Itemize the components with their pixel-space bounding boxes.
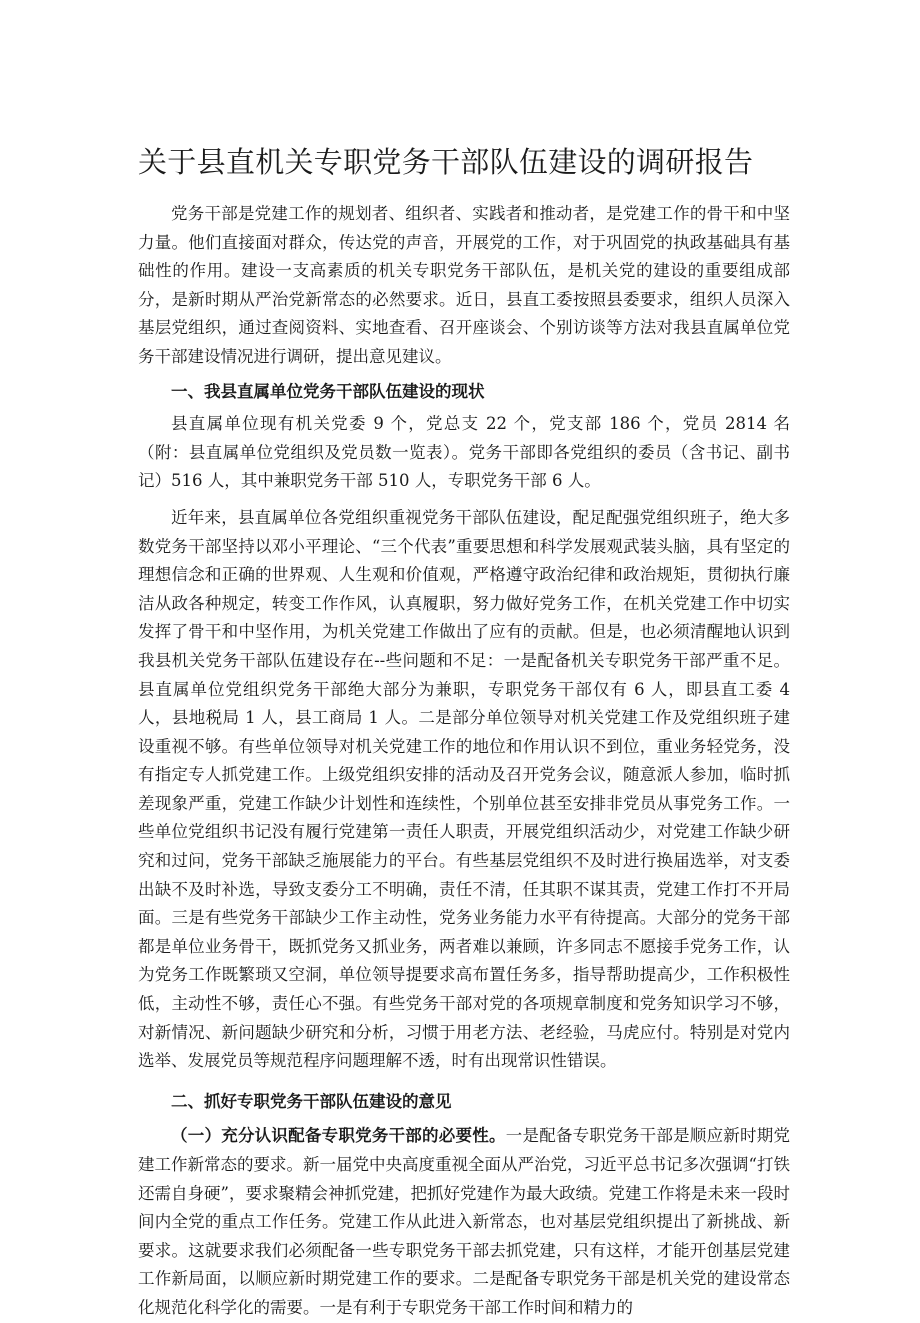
- section-2-heading: 二、抓好专职党务干部队伍建设的意见: [171, 1091, 452, 1111]
- section-1-paragraph-1: 县直属单位现有机关党委 9 个，党总支 22 个，党支部 186 个，党员 2814 名（附：县直属单位党组织及党员数一览表）。党务干部即各党组织的委员（含书记、副书记）516 人，其中兼职党务干部 510 人，专职党务干部 6 人。: [138, 414, 790, 491]
- document-title: 关于县直机关专职党务干部队伍建设的调研报告: [138, 145, 754, 179]
- document-page: [138, 140, 790, 1323]
- section-1-heading: 一、我县直属单位党务干部队伍建设的现状: [171, 381, 485, 401]
- intro-paragraph: 党务干部是党建工作的规划者、组织者、实践者和推动者，是党建工作的骨干和中坚力量。他们直接面对群众，传达党的声音，开展党的工作，对于巩固党的执政基础具有基础性的作用。建设一支高素质的机关专职党务干部队伍，是机关党的建设的重要组成部分，是新时期从严治党新常态的必然要求。近日，县直工委按照县委要求，组织人员深入基层党组织，通过查阅资料、实地查看、召开座谈会、个别访谈等方法对我县直属单位党务干部建设情况进行调研，提出意见建议。: [138, 204, 790, 366]
- section-2-subsection-1: [138, 1122, 790, 1322]
- subsection-1-lead: （一）充分认识配备专职党务干部的必要性。: [171, 1126, 506, 1146]
- subsection-1-text: 一是配备专职党务干部是顺应新时期党建工作新常态的要求。新一届党中央高度重视全面从严治党，习近平总书记多次强调“打铁还需自身硬”，要求聚精会神抓党建，把抓好党建作为最大政绩。党建工作将是未来一段时间内全党的重点工作任务。党建工作从此进入新常态，也对基层党组织提出了新挑战、新要求。这就要求我们必须配备一些专职党务干部去抓党建，只有这样，才能开创基层党建工作新局面，以顺应新时期党建工作的要求。二是配备专职党务干部是机关党的建设常态化规范化科学化的需要。一是有利于专职党务干部工作时间和精力的: [138, 1126, 791, 1317]
- section-1-paragraph-2: 近年来，县直属单位各党组织重视党务干部队伍建设，配足配强党组织班子，绝大多数党务干部坚持以邓小平理论、“三个代表”重要思想和科学发展观武装头脑，具有坚定的理想信念和正确的世界观、人生观和价值观，严格遵守政治纪律和政治规矩，贯彻执行廉洁从政各种规定，转变工作作风，认真履职，努力做好党务工作，在机关党建工作中切实发挥了骨干和中坚作用，为机关党建工作做出了应有的贡献。但是，也必须清醒地认识到我县机关党务干部队伍建设存在--些问题和不足：一是配备机关专职党务干部严重不足。县直属单位党组织党务干部绝大部分为兼职，专职党务干部仅有 6 人，即县直工委 4 人，县地税局 1 人，县工商局 1 人。二是部分单位领导对机关党建工作及党组织班子建设重视不够。有些单位领导对机关党建工作的地位和作用认识不到位，重业务轻党务，没有指定专人抓党建工作。上级党组织安排的活动及召开党务会议，随意派人参加，临时抓差现象严重，党建工作缺少计划性和连续性，个别单位甚至安排非党员从事党务工作。一些单位党组织书记没有履行党建第一责任人职责，开展党组织活动少，对党建工作缺少研究和过问，党务干部缺乏施展能力的平台。有些基层党组织不及时进行换届选举，对支委出缺不及时补选，导致支委分工不明确，责任不清，任其职不谋其责，党建工作打不开局面。三是有些党务干部缺少工作主动性，党务业务能力水平有待提高。大部分的党务干部都是单位业务骨干，既抓党务又抓业务，两者难以兼顾，许多同志不愿接手党务工作，认为党务工作既繁琐又空洞，单位领导提要求高布置任务多，指导帮助提高少，工作积极性低，主动性不够，责任心不强。有些党务干部对党的各项规章制度和党务知识学习不够，对新情况、新问题缺少研究和分析，习惯于用老方法、老经验，马虎应付。特别是对党内选举、发展党员等规范程序问题理解不透，时有出现常识性错误。: [138, 507, 790, 1071]
